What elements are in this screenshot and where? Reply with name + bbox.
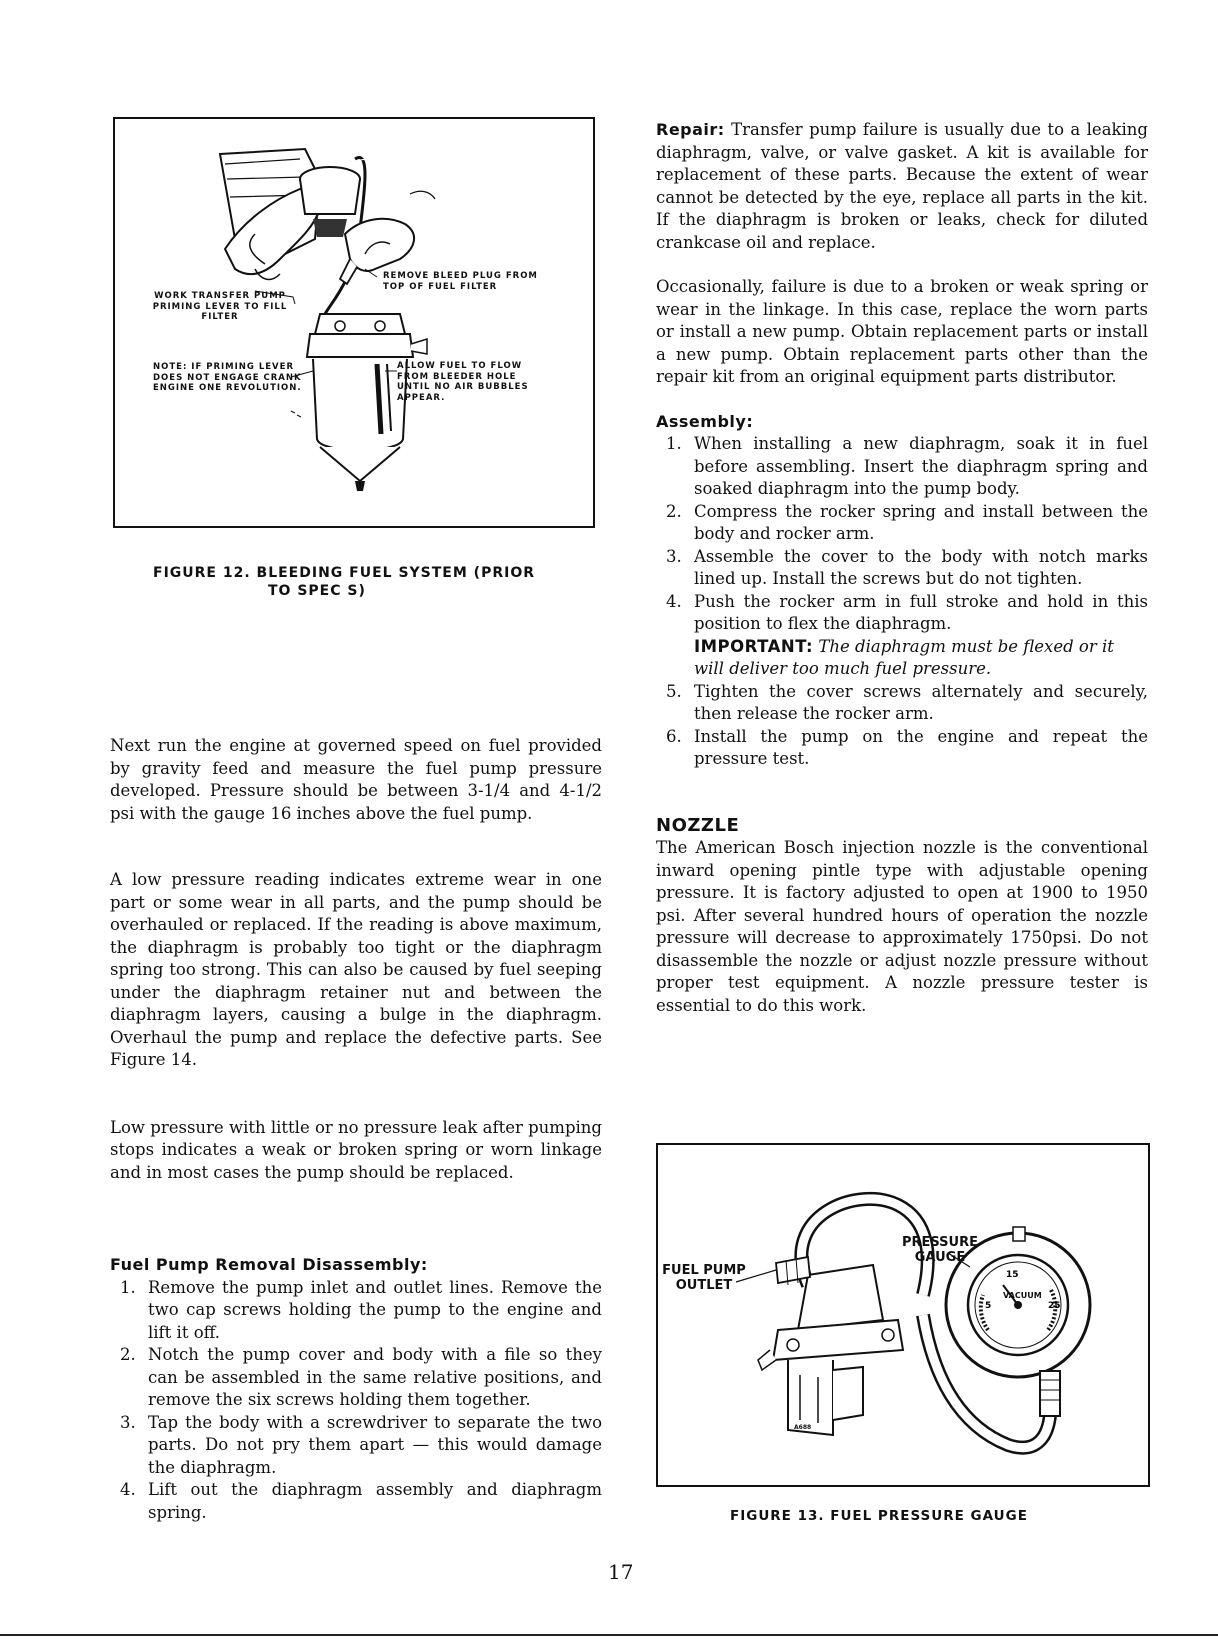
assembly-step: 3. Assemble the cover to the body with notch marks lined up. Install the screws but do not tighten. [666, 546, 1148, 588]
svg-text:25: 25 [1048, 1301, 1061, 1311]
assembly-heading: Assembly: [656, 411, 754, 431]
gauge-dial-text: VACUUM [1003, 1291, 1042, 1300]
removal-step: 3. Tap the body with a screwdriver to separate the two parts. Do not pry them apart — this would damage the diaphragm. [120, 1412, 602, 1477]
repair-label: Repair: [656, 120, 725, 139]
assembly-step: 6. Install the pump on the engine and repeat the pressure test. [666, 726, 1148, 768]
label-allow-fuel: ALLOW FUEL TO FLOW FROM BLEEDER HOLE UNTIL NO AIR BUBBLES APPEAR. [397, 361, 529, 403]
label-work-lever: WORK TRANSFER PUMP PRIMING LEVER TO FILL FILTER [152, 291, 288, 322]
low-pressure-paragraph: A low pressure reading indicates extreme wear in one part or some wear in all parts, and the pump should be overhauled or replaced. If the reading is above maximum, the diaphragm is probably too tight or the diaphragm spring too strong. This can also be caused by fuel seeping under the diaphragm retainer nut and between the diaphragm layers, causing a bulge in the diaphragm. Overhaul the pump and replace the defective parts. See Figure 14. [110, 870, 602, 1069]
removal-steps-list [110, 1277, 602, 1525]
removal-step: 1. Remove the pump inlet and outlet lines. Remove the two cap screws holding the pump to the engine and lift it off. [120, 1277, 602, 1342]
part-code: A688 [794, 1424, 812, 1431]
assembly-step: 5. Tighten the cover screws alternately and securely, then release the rocker arm. [666, 681, 1148, 723]
fuel-pressure-gauge-illustration [658, 1145, 1148, 1485]
assembly-step: 2. Compress the rocker spring and install between the body and rocker arm. [666, 501, 1148, 543]
important-note: IMPORTANT: The diaphragm must be flexed or it will deliver too much fuel pressure. [694, 636, 1114, 678]
page-number: 17 [608, 1560, 634, 1584]
weak-spring-paragraph: Low pressure with little or no pressure leak after pumping stops indicates a weak or broken spring or worn linkage and in most cases the pump should be replaced. [110, 1117, 602, 1182]
label-fuel-pump-outlet: FUEL PUMP OUTLET [662, 1263, 746, 1293]
assembly-step: 1. When installing a new diaphragm, soak it in fuel before assembling. Insert the diaphragm spring and soaked diaphragm into the pump body. [666, 434, 1148, 498]
label-remove-bleed-plug: REMOVE BLEED PLUG FROM TOP OF FUEL FILTER [383, 271, 538, 292]
figure-12-caption: FIGURE 12. BLEEDING FUEL SYSTEM (PRIOR TO SPEC S) [153, 565, 535, 599]
removal-step: 4. Lift out the diaphragm assembly and diaphragm spring. [120, 1480, 602, 1522]
figure-12-frame [113, 117, 595, 528]
nozzle-heading: NOZZLE [656, 814, 740, 836]
removal-step: 2. Notch the pump cover and body with a file so they can be assembled in the same relative positions, and remove the six screws holding them together. [120, 1345, 602, 1409]
assembly-step: 4. Push the rocker arm in full stroke and hold in this position to flex the diaphragm. IMPORTANT: The diaphragm must be flexed or it will deliver too much fuel pressure. [656, 591, 1148, 681]
label-pressure-gauge: PRESSURE GAUGE [901, 1235, 978, 1265]
label-priming-note: NOTE: IF PRIMING LEVER DOES NOT ENGAGE CRANK ENGINE ONE REVOLUTION. [153, 362, 302, 393]
right-column [656, 119, 1148, 1017]
important-label: IMPORTANT: [694, 636, 814, 656]
removal-heading: Fuel Pump Removal Disassembly: [110, 1255, 428, 1274]
left-column [110, 735, 602, 1524]
svg-text:15: 15 [1006, 1270, 1019, 1280]
assembly-steps-list [656, 433, 1148, 771]
bottom-rule [0, 1634, 1218, 1636]
fuel-filter-bleeding-illustration [115, 119, 593, 526]
occasionally-paragraph: Occasionally, failure is due to a broken or weak spring or wear in the linkage. In this case, replace the worn parts or install a new pump. Obtain replacement parts or install a new pump. Obtain replacement parts other than the repair kit from an original equipment parts distributor. [656, 277, 1148, 386]
nozzle-paragraph: The American Bosch injection nozzle is the conventional inward opening pintle type with adjustable opening pressure. It is factory adjusted to open at 1900 to 1950 psi. After several hundred hours of operation the nozzle pressure will decrease to approximately 1750psi. Do not disassemble the nozzle or adjust nozzle pressure without proper test equipment. A nozzle pressure tester is essential to do this work. [656, 838, 1148, 1015]
gravity-feed-paragraph: Next run the engine at governed speed on fuel provided by gravity feed and measure the fuel pump pressure developed. Pressure should be between 3-1/4 and 4-1/2 psi with the gauge 16 inches above the fuel pump. [110, 736, 602, 823]
svg-text:5: 5 [985, 1301, 992, 1311]
repair-paragraph: Repair: Transfer pump failure is usually due to a leaking diaphragm, valve, or valve gasket. A kit is available for replacement of these parts. Because the extent of wear cannot be detected by the eye, replace all parts in the kit. If the diaphragm is broken or leaks, check for diluted crankcase oil and replace. [656, 120, 1148, 252]
figure-13-caption: FIGURE 13. FUEL PRESSURE GAUGE [730, 1508, 1028, 1524]
figure-13-frame [656, 1143, 1150, 1487]
